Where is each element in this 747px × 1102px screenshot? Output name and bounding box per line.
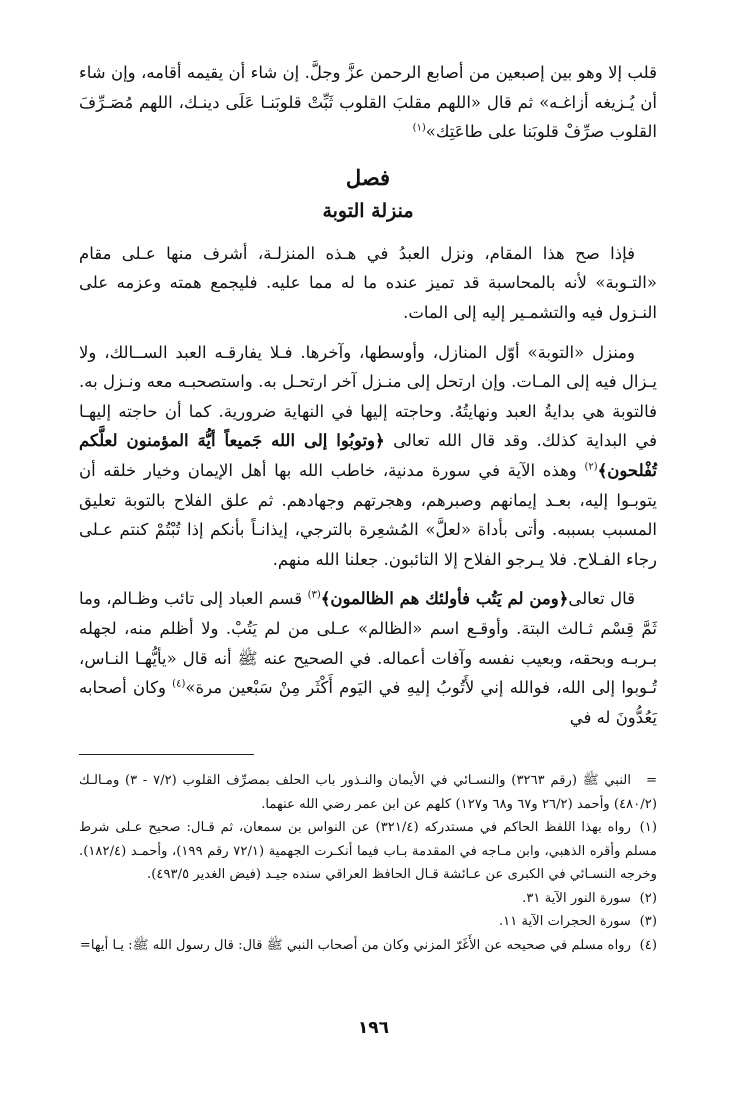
- paragraph-4-part2: قسم العباد إلى تائب وظـالم، وما ثَمَّ قِسْم ثـالث البتة. وأوقـع اسم «الظالم» عـلى من لم يَتُبْ. ولا أظلم منه، لجهله بـربـه وبحقه، وبعيب نفسه وآفات أعماله. في الصحيح عنه ﷺ أنه قال «يأيُّهـا النـاس، تُـوبوا إلى الله، فوالله إني لأَتُوبُ إليهِ في اليَوم أَكْثَر مِنْ سَبْعين مرة»: [79, 589, 657, 698]
- footnote-3: [79, 910, 657, 934]
- footnote-ref-1: (١): [412, 122, 426, 134]
- page-number: ١٩٦: [357, 1018, 390, 1038]
- footnote-text: سورة الحجرات الآية ١١.: [498, 914, 631, 930]
- paragraph-4: [79, 584, 657, 732]
- footnote-text: رواه بهذا اللفظ الحاكم في مستدركه (٣٢١/٤) عن النواس بن سمعان، ثم قـال: صحيح عـلى شرط مسلم وأقره الذهبي، وابن مـاجه في المقدمة بـاب فيما أنكـرت الجهمية (٧٢/١ رقم ١٩٩)، وأحمـد (١٨٢/٤). وخرجه النسـائي في الكبرى عن عـائشة قـال الحافظ العراقي سنده جيـد (فيض الغدير ٤٩٣/٥).: [79, 820, 657, 883]
- footnote-separator: [79, 754, 254, 755]
- footnotes: [79, 769, 657, 957]
- quran-verse-2: ﴿ومن لم يَتُب فأولئك هم الظالمون﴾: [320, 589, 569, 609]
- footnote-number: (٣): [639, 914, 657, 930]
- footnote-number: =: [645, 773, 657, 789]
- paragraph-2: فإذا صح هذا المقام، ونزل العبدُ في هـذه المنزلـة، أشرف منها عـلى مقام «التـوبة» لأنه بالمحاسبة قد تميز عنده ما له مما عليه. فليجمع همته وعزمه على النـزول فيه والتشمـير إليه إلى المات.: [79, 243, 657, 322]
- footnote-4: [79, 934, 657, 958]
- quran-verse-1: ﴿وتوبُوا إلى الله جَميعاً أيُّهَ المؤمنون لعلَّكم تُفْلحون﴾: [79, 431, 657, 480]
- paragraph-3: [79, 338, 657, 575]
- footnote-text: النبي ﷺ (رقم ٣٢٦٣) والنسـائي في الأيمان والنـذور باب الحلف بمصرِّف القلوب (٧/٢ - ٣) ومـالـك (٤٨٠/٢) وأحمد (٢٦/٢ و٦٧ و٦٨ و١٢٧) كلهم عن ابن عمر رضي الله عنهما.: [79, 773, 657, 812]
- section-title: منزلة التوبة: [322, 199, 414, 222]
- paragraph-4-part1: قال تعالى: [568, 589, 635, 609]
- paragraph-3-part1: ومنزل «التوبة» أوّل المنازل، وأوسطها، وآخرها. فـلا يفارقـه العبد الســالك، ولا يـزال فيه إلى المـات. وإن ارتحل إلى منـزل آخر ارتحـل به. واستصحبـه معه ونـزل به. فالتوبة هي بدايةُ العبد ونهايتُهُ. وحاجته إليها في النهاية ضرورية. كما أن حاجته إليهـا في البداية كذلك. وقد قال الله تعالى: [79, 342, 658, 451]
- footnote-continuation: [79, 769, 657, 816]
- footnote-ref-3: (٣): [307, 589, 321, 601]
- footnote-number: (١): [639, 820, 657, 836]
- paragraph-opening-text: قلب إلا وهو بين إصبعين من أصابع الرحمن عزَّ وجلَّ. إن شاء أن يقيمه أقامه، وإن شاء أن يُـزيغه أزاغـه» ثم قال «اللهم مقلبَ القلوب ثَبِّتْ قلوبَنـا عَلَى دينـك، اللهم مُصَـرِّفَ القلوب صرِّفْ قلوبَنا على طاعَتِك»: [79, 63, 657, 142]
- footnote-1: [79, 816, 657, 887]
- footnote-number: (٤): [639, 937, 657, 953]
- paragraph-4-part3: وكان أصحابه يَعُدُّونَ له في: [79, 678, 657, 727]
- footnote-text: سورة النور الآية ٣١.: [522, 890, 631, 906]
- section-heading: فصل: [345, 164, 391, 190]
- footnote-2: [79, 887, 657, 911]
- footnote-text: رواه مسلم في صحيحه عن الأَغَرّ المزني وكان من أصحاب النبي ﷺ قال: قال رسول الله ﷺ: يـا أيها=: [79, 937, 631, 953]
- footnote-number: (٢): [639, 890, 657, 906]
- footnote-ref-2: (٢): [584, 461, 598, 473]
- footnote-ref-4: (٤): [172, 678, 186, 690]
- page-body: [79, 58, 657, 957]
- paragraph-opening: [79, 58, 657, 147]
- paragraph-3-part2: وهذه الآية في سورة مدنية، خاطب الله بها أهل الإيمان وخيار خلقه أن يتوبـوا إليه، بعـد إيمانهم وصبرهم، وهجرتهم وجهادهم. ثم علق الفلاح بالتوبة تعليق المسبب بسببه. وأتى بأداة «لعلَّ» المُشعِرة بالترجي، إيذانـاً بأنكم إذا تُبْتُمْ كنتم عـلى رجاء الفـلاح. فلا يـرجو الفلاح إلا التائبون. جعلنا الله منهم.: [79, 460, 657, 569]
